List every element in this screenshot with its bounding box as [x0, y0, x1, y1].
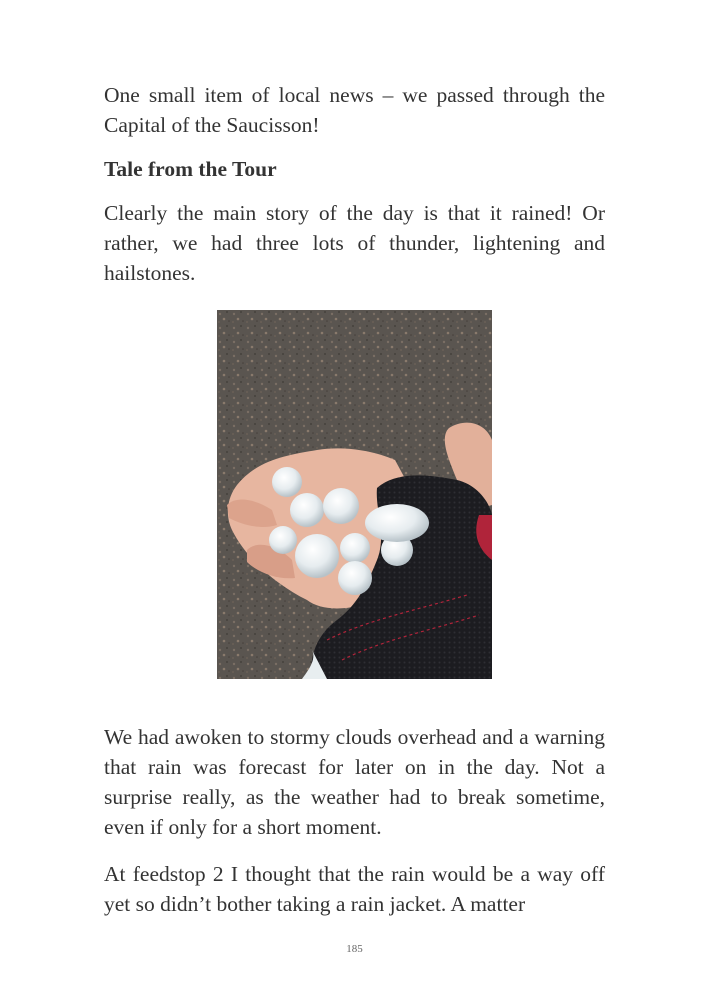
page-number: 185 — [346, 943, 363, 955]
upper-text-block — [104, 80, 605, 304]
section-heading: Tale from the Tour — [104, 157, 277, 181]
paragraph-feedstop: At feedstop 2 I thought that the rain would be a way off yet so didn’t bother taking a rain jacket. A matter — [104, 862, 605, 916]
lower-text-block — [104, 722, 605, 919]
paragraph-stormy-clouds: We had awoken to stormy clouds overhead and a warning that rain was forecast for later on in the day. Not a surprise really, as the weather had to break sometime, even if only for a short moment. — [104, 725, 605, 839]
paragraph-main-story: Clearly the main story of the day is that it rained! Or rather, we had three lots of thunder, lightening and hailstones. — [104, 201, 605, 285]
paragraph-local-news: One small item of local news – we passed through the Capital of the Saucisson! — [104, 83, 605, 137]
hailstones-in-gloved-hand-photo — [217, 310, 492, 679]
